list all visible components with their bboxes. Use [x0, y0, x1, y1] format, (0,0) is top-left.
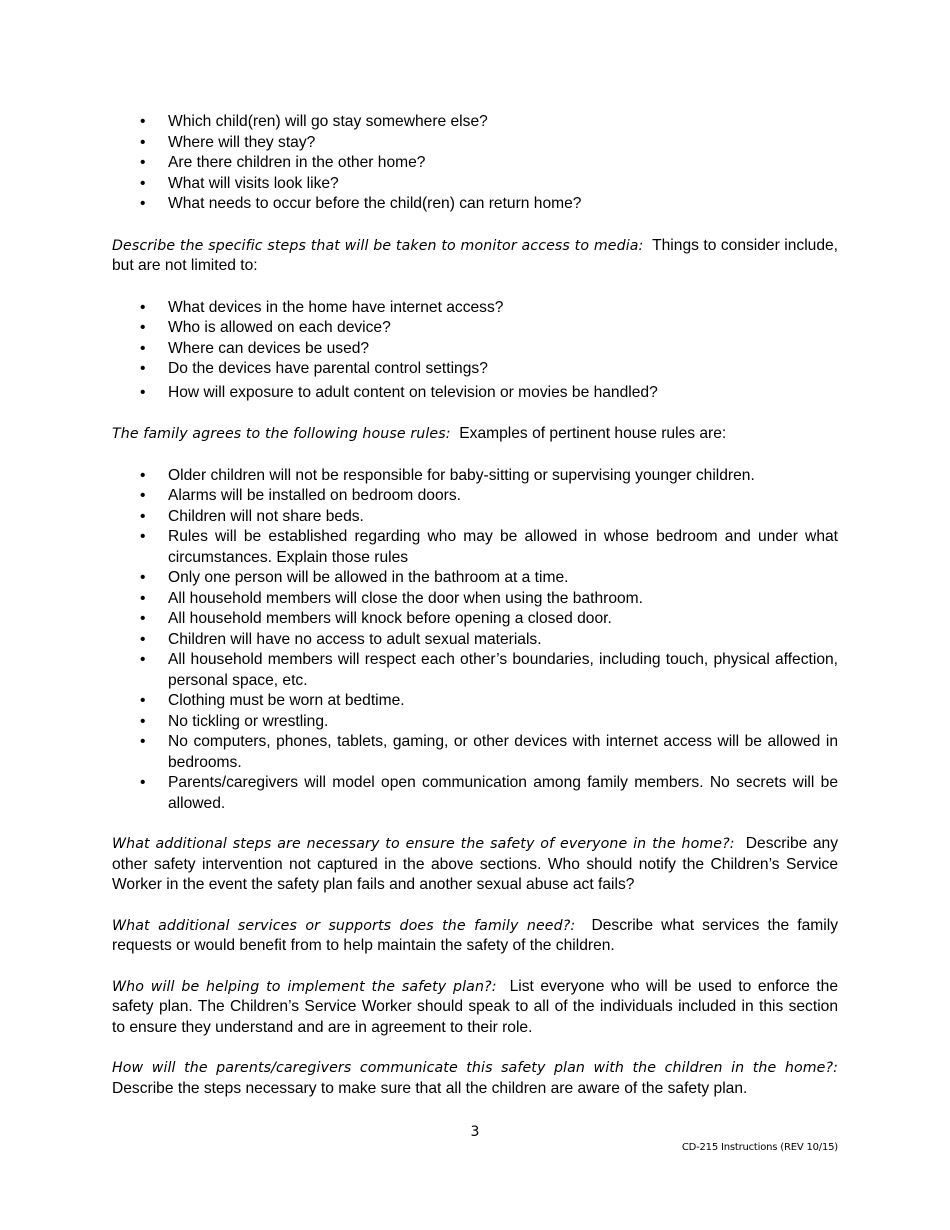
list-item: • Children will have no access to adult sexual materials. — [112, 630, 838, 651]
list-item: • What needs to occur before the child(ren) can return home? — [112, 194, 838, 215]
bullet-icon: • — [140, 133, 146, 151]
bullet-icon: • — [140, 154, 146, 171]
communicate-heading: How will the parents/caregivers communicate this safety plan with the children in the home?: — [112, 1060, 838, 1076]
rules-bullet-list — [112, 466, 838, 815]
list-item: • Who is allowed on each device? — [112, 318, 838, 339]
additional-steps-heading: What additional steps are necessary to ensure the safety of everyone in the home?: — [112, 836, 735, 852]
list-item: • Clothing must be worn at bedtime. — [112, 691, 838, 712]
bullet-icon: • — [140, 692, 146, 709]
bullet-icon: • — [140, 174, 146, 192]
media-paragraph — [112, 236, 838, 277]
list-item: • Rules will be established regarding who may be allowed in whose bedroom and under what circumstances. Explain those rules — [140, 528, 838, 566]
rules-heading: The family agrees to the following house rules: — [112, 426, 451, 442]
list-item: • Where can devices be used? — [112, 339, 838, 360]
list-item: • Alarms will be installed on bedroom doors. — [112, 486, 838, 507]
media-heading: Describe the specific steps that will be taken to monitor access to media: — [112, 237, 644, 254]
bullet-icon: • — [140, 487, 146, 504]
list-item: • Are there children in the other home? — [112, 153, 838, 174]
bullet-icon: • — [140, 339, 146, 357]
bullet-icon: • — [140, 630, 146, 648]
bullet-icon: • — [140, 733, 146, 750]
bullet-icon: • — [140, 712, 146, 730]
bullet-icon: • — [140, 298, 146, 316]
services-paragraph — [112, 916, 838, 957]
bullet-icon: • — [140, 610, 146, 627]
helpers-text: List everyone who will be used to enforce the safety plan. The Children’s Service Worker should speak to all of the individuals included in this section to ensure they understand and are in agreement to their role. — [112, 977, 838, 1036]
bullet-icon: • — [140, 569, 146, 586]
list-item: • Parents/caregivers will model open communication among family members. No secrets will be allowed. — [140, 774, 838, 812]
list-item: • All household members will close the door when using the bathroom. — [112, 589, 838, 610]
additional-steps-paragraph — [112, 834, 838, 896]
bullet-icon: • — [140, 360, 146, 377]
list-item: • Children will not share beds. — [112, 507, 838, 528]
bullet-icon: • — [140, 507, 146, 525]
rules-paragraph — [112, 424, 838, 445]
media-bullet-list — [112, 298, 838, 404]
list-item: • What devices in the home have internet access? — [112, 298, 838, 319]
bullet-icon: • — [140, 528, 146, 545]
helpers-paragraph — [112, 977, 838, 1039]
list-item: • No tickling or wrestling. — [112, 712, 838, 733]
bullet-icon: • — [140, 589, 146, 607]
form-id: CD-215 Instructions (REV 10/15) — [681, 1142, 838, 1153]
page-number: 3 — [470, 1124, 480, 1140]
list-item: • Which child(ren) will go stay somewhere else? — [112, 112, 838, 133]
media-text: Things to consider include, but are not limited to: — [112, 236, 839, 274]
stay-bullet-list — [112, 112, 838, 215]
additional-steps-text: Describe any other safety intervention not captured in the above sections. Who should notify the Children’s Service Worker in the event the safety plan fails and another sexual abuse act fails? — [112, 835, 838, 893]
list-item: • All household members will knock before opening a closed door. — [112, 609, 838, 630]
list-item: • How will exposure to adult content on television or movies be handled? — [112, 383, 838, 404]
list-item: • All household members will respect each other’s boundaries, including touch, physical affection, personal space, etc. — [140, 651, 838, 689]
list-item: • Where will they stay? — [112, 133, 838, 154]
list-item: • What will visits look like? — [112, 174, 838, 195]
list-item: • Older children will not be responsible for baby-sitting or supervising younger children. — [112, 466, 838, 487]
page-content — [112, 112, 838, 1099]
list-item: • Do the devices have parental control settings? — [112, 359, 838, 380]
services-heading: What additional services or supports does the family need?: — [112, 917, 576, 934]
bullet-icon: • — [140, 774, 146, 791]
bullet-icon: • — [140, 195, 146, 212]
list-item: • No computers, phones, tablets, gaming, or other devices with internet access will be allowed in bedrooms. — [140, 733, 838, 771]
bullet-icon: • — [140, 651, 146, 668]
bullet-icon: • — [140, 383, 146, 401]
list-item: • Only one person will be allowed in the bathroom at a time. — [112, 568, 838, 589]
bullet-icon: • — [140, 113, 146, 130]
communicate-paragraph — [112, 1058, 838, 1099]
rules-text: Examples of pertinent house rules are: — [459, 425, 727, 442]
bullet-icon: • — [140, 466, 146, 484]
services-text: Describe what services the family requests or would benefit from to help maintain the safety of the children. — [112, 916, 838, 954]
bullet-icon: • — [140, 319, 146, 336]
communicate-text: Describe the steps necessary to make sure that all the children are aware of the safety plan. — [112, 1079, 748, 1097]
helpers-heading: Who will be helping to implement the safety plan?: — [112, 978, 497, 995]
